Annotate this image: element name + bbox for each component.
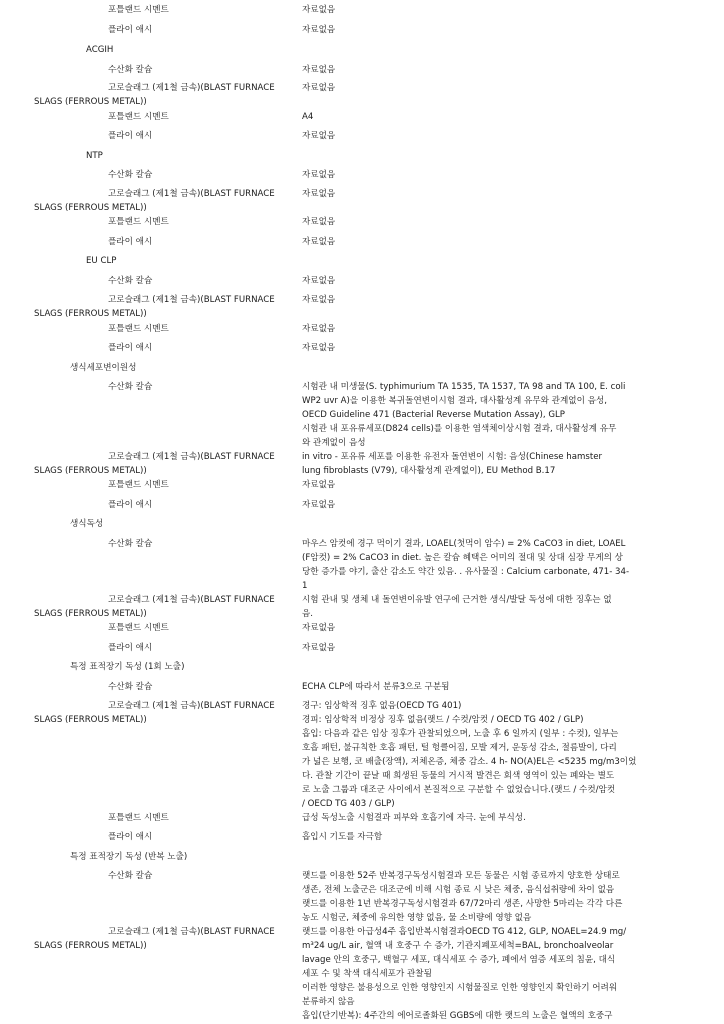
value-no-data: 자료없음 <box>302 343 336 353</box>
substance-name-calcium-hydroxide: 수산화 칼슘 <box>108 276 153 286</box>
substance-name-slag-cont: SLAGS (FERROUS METAL)) <box>34 941 147 951</box>
group-heading-ntp: NTP <box>86 151 103 161</box>
substance-name-slag-cont: SLAGS (FERROUS METAL)) <box>34 466 147 476</box>
stot-single-fly-ash: 흡입시 기도를 자극함 <box>302 832 383 842</box>
value-no-data: 자료없음 <box>302 623 336 633</box>
substance-name-slag: 고로슬래그 (제1철 금속)(BLAST FURNACE <box>108 595 275 605</box>
substance-name-slag-cont: SLAGS (FERROUS METAL)) <box>34 309 147 319</box>
value-no-data: 자료없음 <box>302 295 336 305</box>
substance-name-portland: 포틀랜드 시멘트 <box>108 480 169 490</box>
substance-name-slag: 고로슬래그 (제1철 금속)(BLAST FURNACE <box>108 701 275 711</box>
substance-name-portland: 포틀랜드 시멘트 <box>108 324 169 334</box>
value-no-data: 자료없음 <box>302 217 336 227</box>
value-no-data: 자료없음 <box>302 5 336 15</box>
value-no-data: 자료없음 <box>302 25 336 35</box>
value-no-data: 자료없음 <box>302 276 336 286</box>
substance-name-fly-ash: 플라이 애시 <box>108 832 153 842</box>
substance-name-slag: 고로슬래그 (제1철 금속)(BLAST FURNACE <box>108 83 275 93</box>
substance-name-calcium-hydroxide: 수산화 칼슘 <box>108 170 153 180</box>
stot-repeat-ch-line: 생존, 전체 노출군은 대조군에 비해 시험 종료 시 낮은 체중, 음식섭취량에 차이 없음 <box>302 885 615 895</box>
value-no-data: 자료없음 <box>302 189 336 199</box>
value-acgih-portland: A4 <box>302 112 314 122</box>
substance-name-portland: 포틀랜드 시멘트 <box>108 623 169 633</box>
germ-cell-slag-line: lung fibroblasts (V79), 대사활성계 관계없이), EU Method B.17 <box>302 466 556 476</box>
substance-name-calcium-hydroxide: 수산화 칼슘 <box>108 871 153 881</box>
group-heading-acgih: ACGIH <box>86 45 114 55</box>
reproductive-ch-line: (F암컷) = 2% CaCO3 in diet. 높은 칼슘 혜택은 어미의 절대 및 상대 심장 무게의 상 <box>302 553 623 563</box>
group-heading-eu-clp: EU CLP <box>86 256 117 266</box>
stot-single-slag-line: 다. 관찰 기간이 끝날 때 희생된 동물의 거시적 발견은 회색 영역이 있는 폐와는 별도 <box>302 771 615 781</box>
value-no-data: 자료없음 <box>302 500 336 510</box>
stot-repeat-slag-line: 세포 수 및 착색 대식세포가 관찰됨 <box>302 969 432 979</box>
stot-single-slag-line: 경피: 임상학적 비정상 징후 없음(랫드 / 수컷/암컷 / OECD TG 402 / GLP) <box>302 715 584 725</box>
substance-name-calcium-hydroxide: 수산화 칼슘 <box>108 539 153 549</box>
reproductive-slag-line: 음. <box>302 609 314 619</box>
section-heading-stot-single: 특정 표적장기 독성 (1회 노출) <box>70 662 185 672</box>
substance-name-fly-ash: 플라이 애시 <box>108 131 153 141</box>
stot-single-slag-line: 흡입: 다음과 같은 임상 징후가 관찰되었으며, 노출 후 6 일까지 (일부 : 수컷), 일부는 <box>302 729 619 739</box>
substance-name-calcium-hydroxide: 수산화 칼슘 <box>108 682 153 692</box>
substance-name-slag: 고로슬래그 (제1철 금속)(BLAST FURNACE <box>108 189 275 199</box>
substance-name-slag: 고로슬래그 (제1철 금속)(BLAST FURNACE <box>108 295 275 305</box>
substance-name-calcium-hydroxide: 수산화 칼슘 <box>108 382 153 392</box>
stot-single-ch: ECHA CLP에 따라서 분류3으로 구분됨 <box>302 682 450 692</box>
value-no-data: 자료없음 <box>302 324 336 334</box>
substance-name-slag: 고로슬래그 (제1철 금속)(BLAST FURNACE <box>108 927 275 937</box>
section-heading-germ-cell-mutagenicity: 생식세포변이원성 <box>70 363 137 373</box>
reproductive-ch-line: 당한 증가를 야기, 출산 감소도 약간 있음. . 유사물질 : Calcium carbonate, 471- 34- <box>302 567 630 577</box>
reproductive-ch-line: 1 <box>302 581 308 591</box>
stot-single-slag-line: 가 넓은 보행, 코 배출(장액), 저체온증, 체중 감소. 4 h- NO(A)EL은 <5235 mg/m3이었 <box>302 757 637 767</box>
substance-name-fly-ash: 플라이 애시 <box>108 343 153 353</box>
germ-cell-ch-line: 시험관 내 미생물(S. typhimurium TA 1535, TA 1537, TA 98 and TA 100, E. coli <box>302 382 626 392</box>
substance-name-slag: 고로슬래그 (제1철 금속)(BLAST FURNACE <box>108 452 275 462</box>
substance-name-portland: 포틀랜드 시멘트 <box>108 112 169 122</box>
stot-repeat-ch-line: 농도 시험군, 체중에 유의한 영향 없음, 물 소비량에 영향 없음 <box>302 913 532 923</box>
value-no-data: 자료없음 <box>302 170 336 180</box>
germ-cell-ch-line: 와 관계없이 음성 <box>302 438 366 448</box>
germ-cell-ch-line: WP2 uvr A)을 이용한 복귀돌연변이시험 결과, 대사활성계 유무와 관계없이 음성, <box>302 396 607 406</box>
substance-name-fly-ash: 플라이 애시 <box>108 25 153 35</box>
stot-repeat-slag-line: m³24 ug/L air, 혈액 내 호중구 수 증가, 기관지폐포세척=BAL, bronchoalveolar <box>302 941 614 951</box>
substance-name-fly-ash: 플라이 애시 <box>108 643 153 653</box>
stot-single-portland: 급성 독성노출 시험결과 피부와 호흡기에 자극. 눈에 부식성. <box>302 813 526 823</box>
stot-repeat-slag-line: lavage 안의 호중구, 백혈구 세포, 대식세포 수 증가, 폐에서 염증 세포의 침윤, 대식 <box>302 955 616 965</box>
substance-name-fly-ash: 플라이 애시 <box>108 500 153 510</box>
substance-name-slag-cont: SLAGS (FERROUS METAL)) <box>34 609 147 619</box>
germ-cell-ch-line: 시험관 내 포유류세포(D824 cells)를 이용한 염색체이상시험 결과, 대사활성계 유무 <box>302 424 617 434</box>
reproductive-slag-line: 시험 관내 및 생체 내 돌연변이유발 연구에 근거한 생식/발달 독성에 대한 징후는 없 <box>302 595 612 605</box>
substance-name-portland: 포틀랜드 시멘트 <box>108 217 169 227</box>
stot-repeat-slag-line: 이러한 영향은 불용성으로 인한 영향인지 시험물질로 인한 영향인지 확인하기 어려워 <box>302 983 618 993</box>
value-no-data: 자료없음 <box>302 480 336 490</box>
value-no-data: 자료없음 <box>302 83 336 93</box>
substance-name-portland: 포틀랜드 시멘트 <box>108 813 169 823</box>
reproductive-ch-line: 마우스 암컷에 경구 먹이기 결과, LOAEL(첫먹이 암수) = 2% CaCO3 in diet, LOAEL <box>302 539 626 549</box>
substance-name-portland: 포틀랜드 시멘트 <box>108 5 169 15</box>
germ-cell-ch-line: OECD Guideline 471 (Bacterial Reverse Mutation Assay), GLP <box>302 410 565 420</box>
substance-name-slag-cont: SLAGS (FERROUS METAL)) <box>34 203 147 213</box>
germ-cell-slag-line: in vitro - 포유류 세포를 이용한 유전자 돌연변이 시험: 음성(Chinese hamster <box>302 452 603 462</box>
stot-repeat-slag-line: 랫드를 이용한 아급성4주 흡입반복시험결과OECD TG 412, GLP, NOAEL=24.9 mg/ <box>302 927 627 937</box>
value-no-data: 자료없음 <box>302 131 336 141</box>
substance-name-slag-cont: SLAGS (FERROUS METAL)) <box>34 97 147 107</box>
stot-repeat-ch-line: 랫드를 이용한 1년 반복경구독성시험결과 67/72마리 생존, 사망한 5마리는 각각 다른 <box>302 899 623 909</box>
stot-single-slag-line: / OECD TG 403 / GLP) <box>302 799 395 809</box>
substance-name-calcium-hydroxide: 수산화 칼슘 <box>108 65 153 75</box>
stot-repeat-slag-line: 흡입(단기반복): 4주간의 에어로졸화된 GGBS에 대한 랫드의 노출은 혈액의 호중구 <box>302 1011 613 1021</box>
section-heading-reproductive-toxicity: 생식독성 <box>70 519 104 529</box>
substance-name-fly-ash: 플라이 애시 <box>108 237 153 247</box>
stot-repeat-ch-line: 랫드를 이용한 52주 반복경구독성시험결과 모든 동물은 시험 종료까지 양호한 상태로 <box>302 871 620 881</box>
substance-name-slag-cont: SLAGS (FERROUS METAL)) <box>34 715 147 725</box>
stot-single-slag-line: 로 노출 그룹과 대조군 사이에서 본질적으로 구분할 수 없었습니다.(랫드 / 수컷/암컷 <box>302 785 616 795</box>
section-heading-stot-repeat: 특정 표적장기 독성 (반복 노출) <box>70 852 188 862</box>
value-no-data: 자료없음 <box>302 643 336 653</box>
stot-single-slag-line: 호흡 패턴, 불규칙한 호흡 패턴, 털 헝클어짐, 모발 제거, 운동성 감소, 절름발이, 다리 <box>302 743 617 753</box>
value-no-data: 자료없음 <box>302 237 336 247</box>
value-no-data: 자료없음 <box>302 65 336 75</box>
stot-repeat-slag-line: 분류하지 않음 <box>302 997 355 1007</box>
stot-single-slag-line: 경구: 임상학적 징후 없음(OECD TG 401) <box>302 701 462 711</box>
